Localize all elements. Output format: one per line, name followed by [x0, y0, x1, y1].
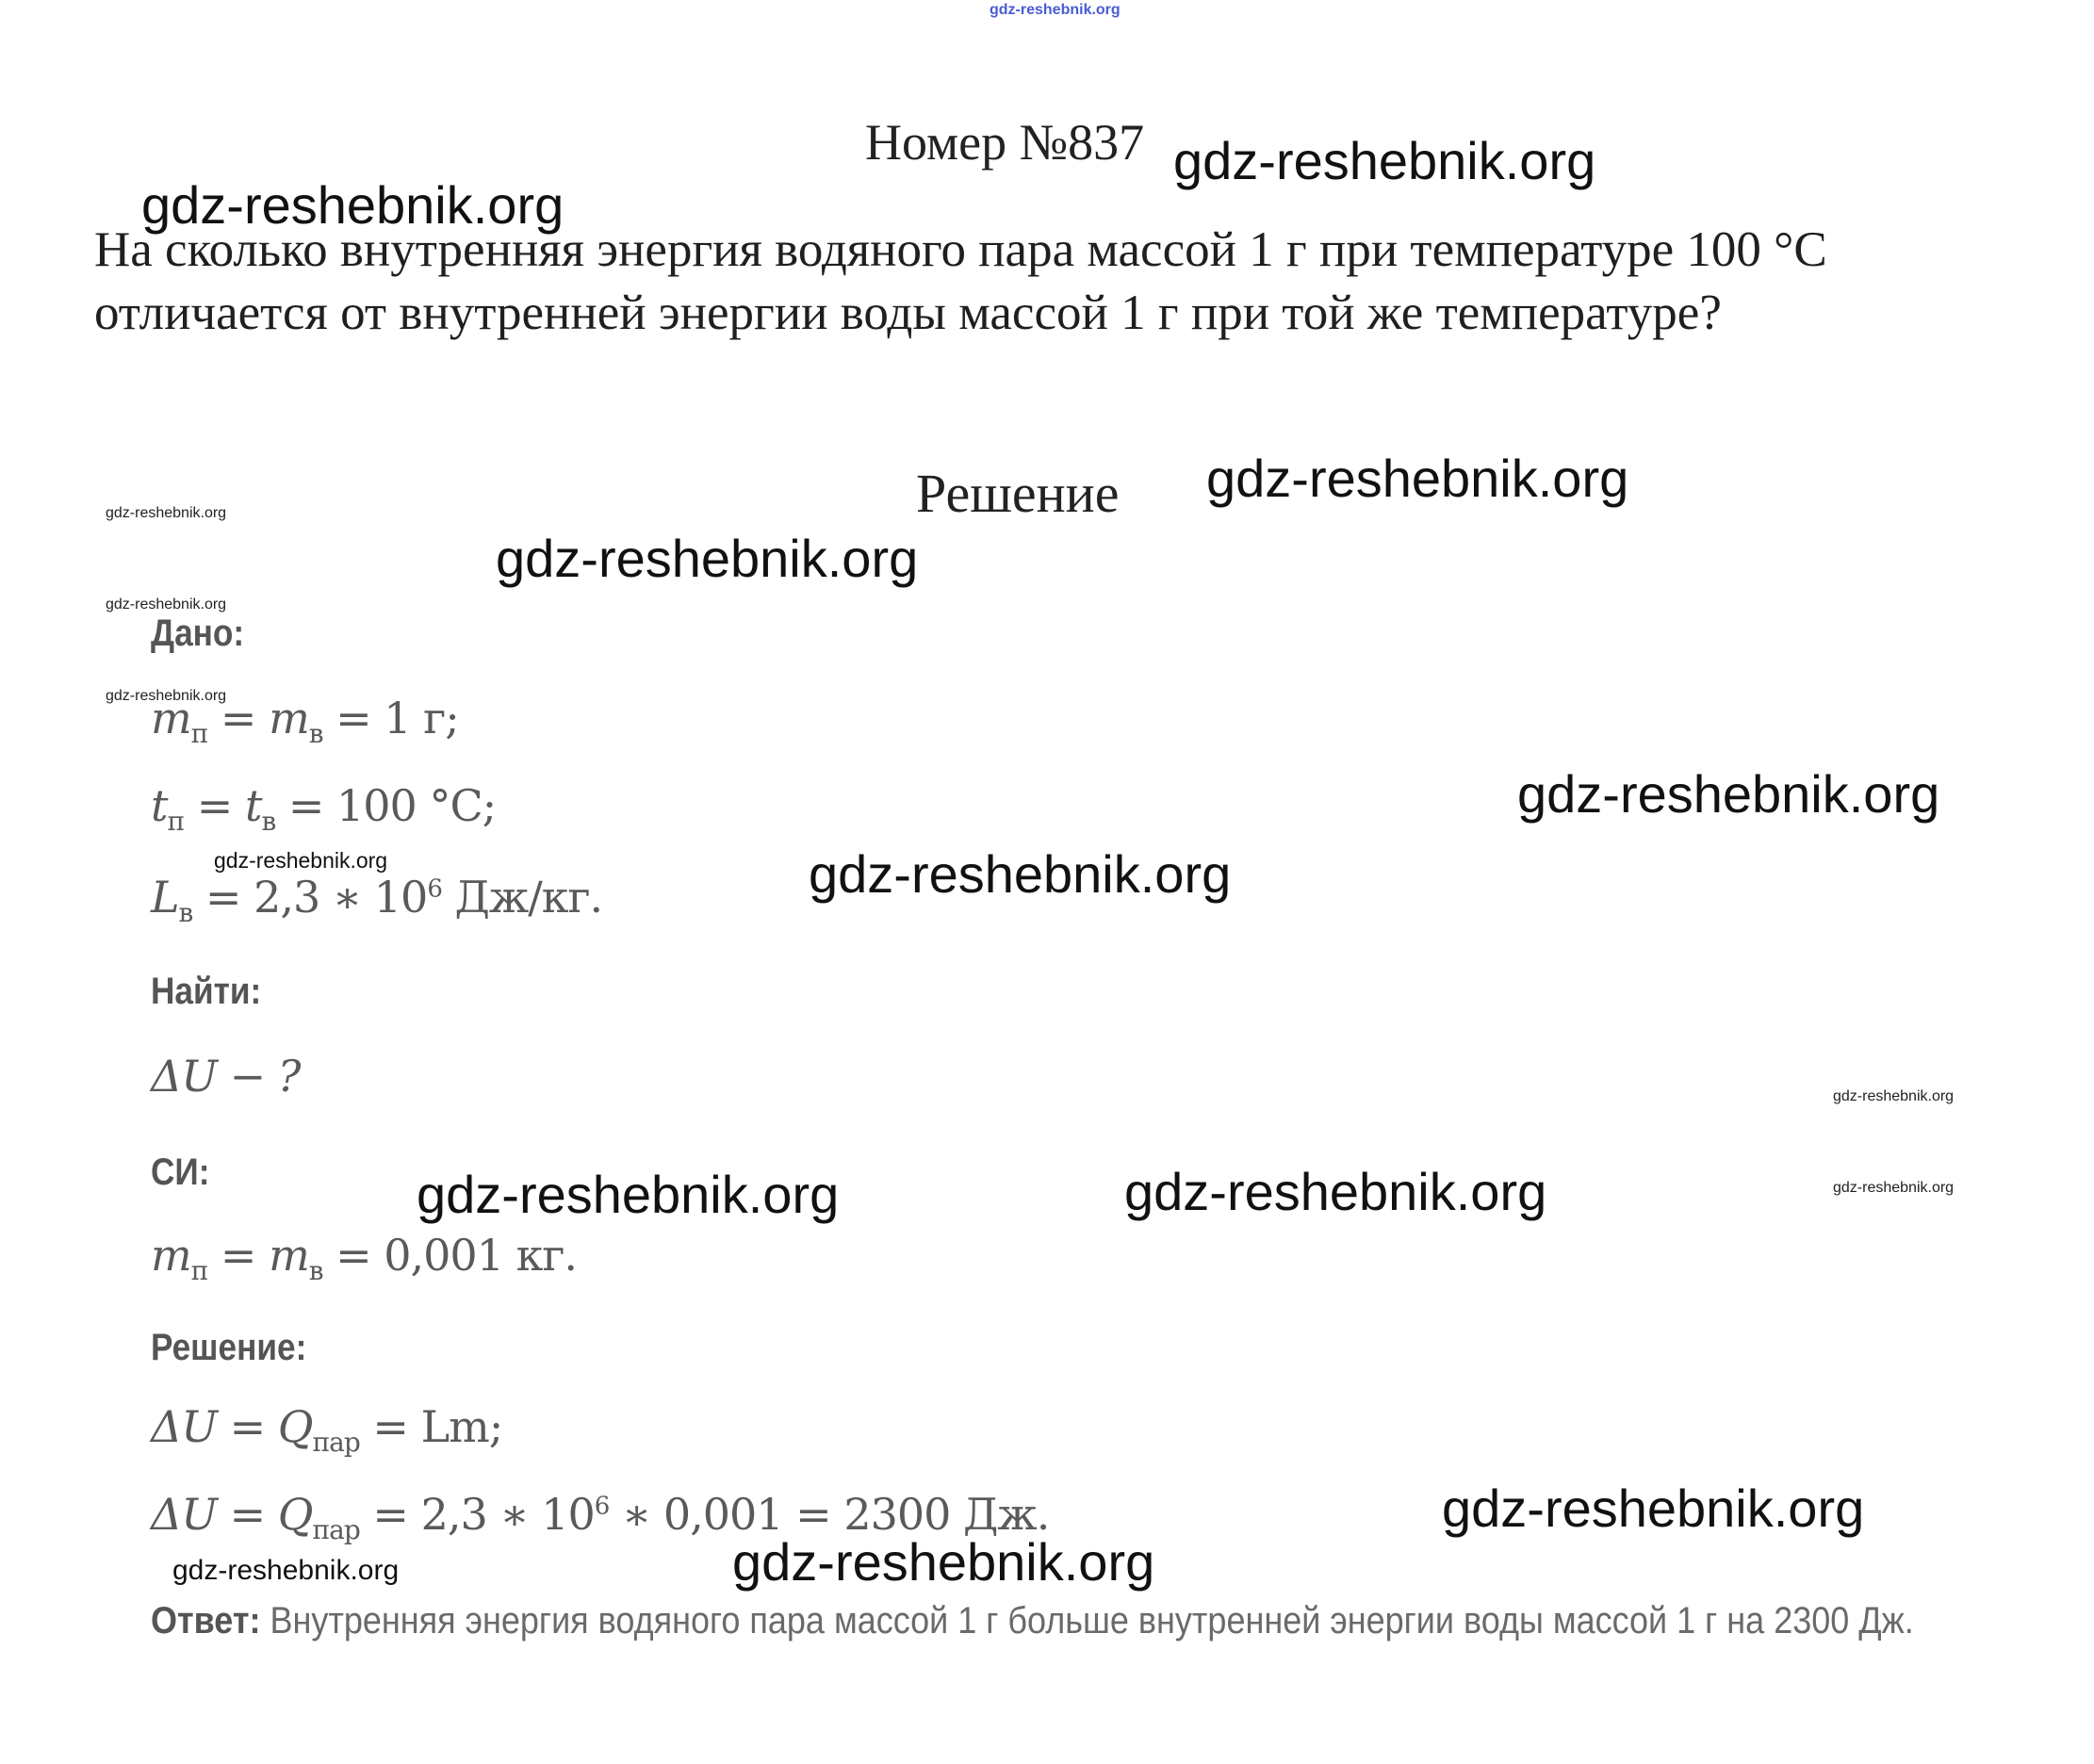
solution-heading: Решение — [916, 463, 1120, 524]
given-formula-mass: $m_п = m_в = 1$ г; — [151, 693, 459, 750]
watermark: gdz-reshebnik.org — [1833, 1088, 1955, 1104]
watermark: gdz-reshebnik.org — [106, 688, 227, 704]
page-title: Номер №837 — [865, 114, 1145, 171]
watermark: gdz-reshebnik.org — [1833, 1180, 1955, 1196]
solution-formula-2: $\Delta U = Q_{пар} = 2,3$ ∗ $10^6$ ∗ 0,001 = 2300 Дж. — [151, 1489, 1050, 1546]
given-label: Дано: — [151, 612, 245, 654]
watermark: gdz-reshebnik.org — [1517, 764, 1940, 824]
solution-formula-1: $\Delta U = Q_{пар} = Lm$; — [151, 1401, 503, 1459]
watermark: gdz-reshebnik.org — [1442, 1478, 1865, 1538]
watermark: gdz-reshebnik.org — [1173, 131, 1596, 190]
watermark: gdz-reshebnik.org — [141, 175, 564, 235]
question-text: На сколько внутренняя энергия водяного пара массой 1 г при температуре 100 °С отличается от внутренней энергии воды массой 1 г при той же температуре? — [94, 222, 1827, 340]
solution-label: Решение: — [151, 1327, 307, 1368]
si-label: СИ: — [151, 1152, 210, 1193]
given-formula-temperature: $t_п = t_в = 100$ °С; — [151, 780, 497, 838]
find-formula: ΔU − ? — [151, 1051, 301, 1102]
si-formula-mass: $m_п = m_в = 0,001$ кг. — [151, 1230, 578, 1287]
watermark: gdz-reshebnik.org — [1206, 449, 1629, 508]
watermark: gdz-reshebnik.org — [172, 1555, 400, 1586]
watermark: gdz-reshebnik.org — [417, 1165, 840, 1224]
watermark: gdz-reshebnik.org — [106, 505, 227, 521]
given-formula-latent-heat: $L_в = 2,3$ ∗ $10^6$ Дж/кг. — [151, 872, 603, 929]
watermark: gdz-reshebnik.org — [1124, 1162, 1547, 1221]
watermark: gdz-reshebnik.org — [496, 529, 919, 588]
watermark: gdz-reshebnik.org — [106, 596, 227, 612]
find-label: Найти: — [151, 971, 262, 1012]
watermark: gdz-reshebnik.org — [809, 844, 1232, 904]
answer-text: Ответ: Внутренняя энергия водяного пара массой 1 г больше внутренней энергии воды массой 1 г на 2300 Дж. — [151, 1600, 1914, 1642]
watermark: gdz-reshebnik.org — [732, 1532, 1155, 1592]
top-watermark: gdz-reshebnik.org — [990, 2, 1121, 18]
watermark: gdz-reshebnik.org — [214, 848, 388, 873]
